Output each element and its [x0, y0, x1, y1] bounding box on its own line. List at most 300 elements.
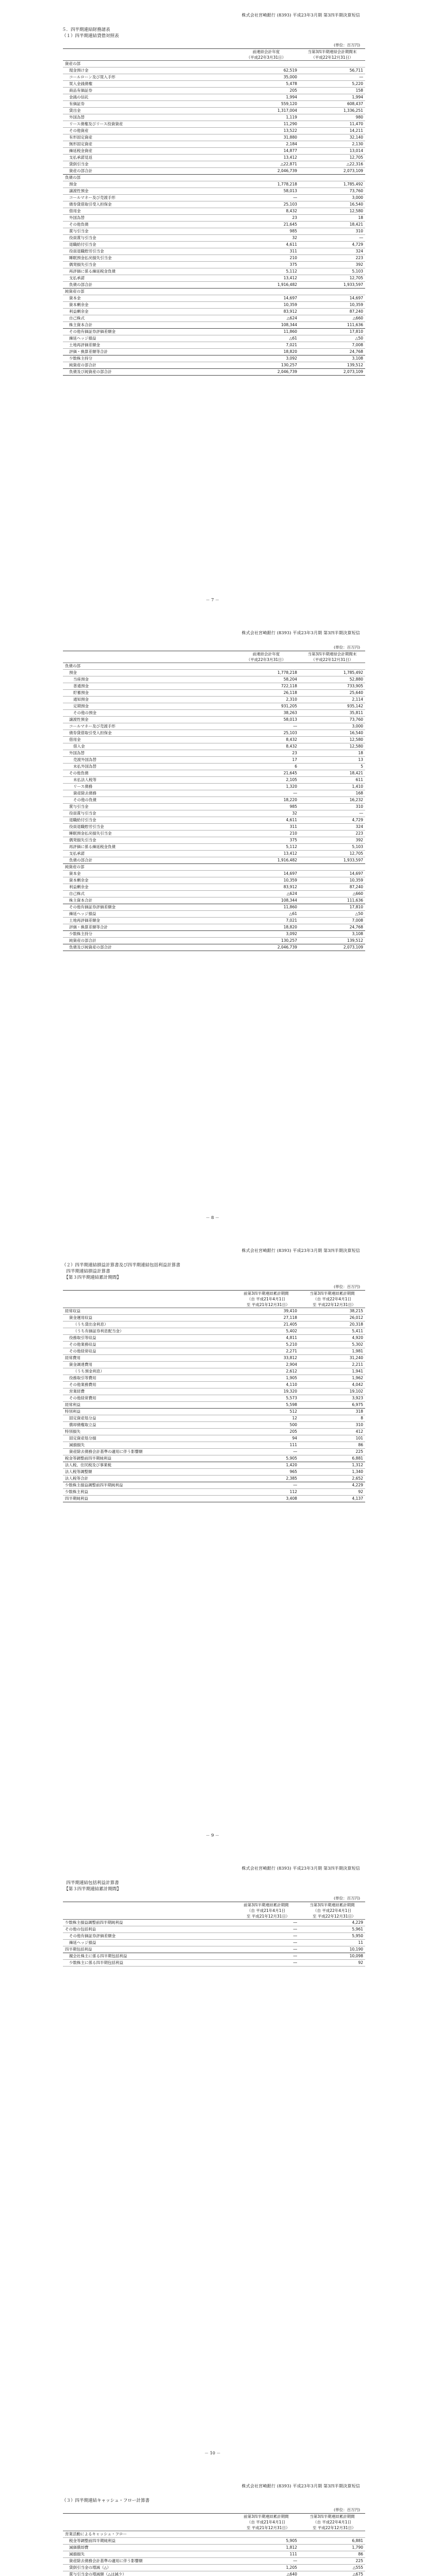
value-current [299, 663, 365, 670]
table-row [63, 161, 365, 168]
value-prev [233, 175, 299, 181]
value-current: ― [299, 74, 365, 81]
row-label: 偶発損失引当金 [63, 837, 233, 844]
table-row [63, 676, 365, 683]
column-header: 当第3四半期連結累計期間 （自 平成22年4月1日 至 平成22年12月31日） [299, 1902, 365, 1920]
value-current: 17,810 [299, 329, 365, 335]
unit-label: (単位：百万円) [334, 2507, 360, 2512]
table-row [63, 134, 365, 141]
table-row [63, 362, 365, 369]
table-row [63, 1946, 365, 1953]
table-row [63, 857, 365, 864]
column-header: 当第3四半期連結累計期間 （自 平成22年4月1日 至 平成22年12月31日） [299, 1291, 365, 1308]
value-prev: 21,645 [233, 770, 299, 777]
value-current: 92 [299, 1489, 365, 1496]
row-label: 退職給付引当金 [63, 817, 233, 824]
table-row [63, 1496, 365, 1502]
value-current: 10,190 [299, 1946, 365, 1953]
value-current: 2,652 [299, 1476, 365, 1482]
value-current: 13,014 [299, 148, 365, 155]
value-prev: 1,119 [233, 114, 299, 121]
value-current: 4,137 [299, 1496, 365, 1502]
table-row [63, 1462, 365, 1469]
value-current: 733,905 [299, 683, 365, 690]
value-current: 1,933,597 [299, 282, 365, 289]
table-row [63, 295, 365, 302]
value-current: 935,142 [299, 703, 365, 710]
value-prev: 130,257 [233, 938, 299, 944]
table-row [63, 663, 365, 670]
column-header-item [63, 49, 233, 61]
value-prev: 985 [233, 804, 299, 810]
value-current [299, 2531, 365, 2538]
column-header: 前連結会計年度 （平成22年3月31日） [233, 49, 299, 61]
value-current: 1,785,492 [299, 181, 365, 188]
table-row [63, 88, 365, 94]
value-prev: ― [233, 1960, 299, 1967]
value-prev: 1,205 [233, 2565, 299, 2571]
row-label: 資本剰余金 [63, 302, 233, 309]
value-current: 2,211 [299, 1362, 365, 1368]
value-prev [233, 864, 299, 871]
value-current: 139,512 [299, 938, 365, 944]
row-label: リース債務 [63, 784, 233, 790]
table-row [63, 335, 365, 342]
row-label: 支払承諾 [63, 851, 233, 857]
value-current: △22,316 [299, 161, 365, 168]
value-current: 3,000 [299, 723, 365, 730]
row-label: 睡眠預金払戻損失引当金 [63, 831, 233, 837]
table-row [63, 175, 365, 181]
value-current: △555 [299, 2565, 365, 2571]
table-row [63, 181, 365, 188]
table-header-row [63, 2514, 365, 2531]
section-heading: 四半期連結包括利益計算書 【第３四半期連結累計期間】 [66, 1880, 121, 1892]
document-page [0, 0, 425, 618]
table-row [63, 1382, 365, 1388]
value-prev: 83,912 [233, 884, 299, 891]
value-current: 2,130 [299, 141, 365, 148]
value-prev: 8,432 [233, 743, 299, 750]
value-prev: ― [233, 790, 299, 797]
value-current: 310 [299, 228, 365, 235]
value-prev: 2,904 [233, 1362, 299, 1368]
row-label: 現金預け金 [63, 67, 233, 74]
value-prev: 1,916,482 [233, 857, 299, 864]
value-current: 35,811 [299, 710, 365, 717]
value-prev: 62,519 [233, 67, 299, 74]
row-label: 資産の部合計 [63, 168, 233, 175]
value-current: 19,102 [299, 1388, 365, 1395]
table-row [63, 342, 365, 349]
value-current: 5,950 [299, 1933, 365, 1940]
table-row [63, 121, 365, 128]
value-prev: 21,405 [233, 1321, 299, 1328]
value-prev: 2,046,739 [233, 369, 299, 376]
row-label: 負債及び純資産の部合計 [63, 944, 233, 951]
value-prev: 18,220 [233, 797, 299, 804]
value-current: 1,340 [299, 1469, 365, 1476]
value-current: 86 [299, 1442, 365, 1449]
row-label: 経常費用 [63, 1355, 233, 1362]
value-current: 12,580 [299, 737, 365, 743]
value-current: 11 [299, 1940, 365, 1946]
row-label: 資本金 [63, 295, 233, 302]
value-prev: 1,994 [233, 94, 299, 101]
table-row [63, 94, 365, 101]
row-label: 退職給付引当金 [63, 242, 233, 248]
row-label: 評価・換算差額等合計 [63, 349, 233, 355]
value-current: 158 [299, 88, 365, 94]
financial-table [63, 651, 365, 951]
value-prev: 31,880 [233, 134, 299, 141]
value-prev: 2,271 [233, 1348, 299, 1355]
row-label: 少数株主に係る四半期包括利益 [63, 1960, 233, 1967]
table-row [63, 730, 365, 737]
row-label: 純資産の部 [63, 864, 233, 871]
value-prev: △61 [233, 911, 299, 918]
table-row [63, 2545, 365, 2551]
row-label: 営業活動によるキャッシュ・フロー [63, 2531, 233, 2538]
value-prev: 11,860 [233, 329, 299, 335]
financial-table [63, 2513, 365, 2576]
value-prev: 108,344 [233, 897, 299, 904]
row-label: その他経常費用 [63, 1395, 233, 1402]
row-label: 外国為替 [63, 114, 233, 121]
table-row [63, 369, 365, 376]
value-prev: 4,811 [233, 1335, 299, 1342]
row-label: その他業務収益 [63, 1342, 233, 1348]
table-header-row [63, 651, 365, 663]
value-prev: 108,344 [233, 322, 299, 329]
value-prev: 58,013 [233, 188, 299, 195]
column-header: 前第3四半期連結累計期間 （自 平成21年4月1日 至 平成21年12月31日） [233, 1291, 299, 1308]
row-label: 資産の部 [63, 61, 233, 67]
value-prev: 3,092 [233, 931, 299, 938]
value-current: 3,108 [299, 355, 365, 362]
value-prev: 2,385 [233, 1476, 299, 1482]
value-prev: 11,860 [233, 904, 299, 911]
value-prev: 8,432 [233, 737, 299, 743]
column-header: 当第3四半期連結累計期間 （自 平成22年4月1日 至 平成22年12月31日） [299, 2514, 365, 2531]
section-heading: （３）四半期連結キャッシュ・フロー計算書 [62, 2498, 150, 2503]
value-prev: 26,118 [233, 690, 299, 697]
row-label: 繰延ヘッジ損益 [63, 335, 233, 342]
table-row [63, 1449, 365, 1455]
value-prev: 210 [233, 831, 299, 837]
value-prev: 4,110 [233, 1382, 299, 1388]
row-label: 評価・換算差額等合計 [63, 924, 233, 931]
value-current [299, 864, 365, 871]
row-label: 純資産の部合計 [63, 938, 233, 944]
table-row [63, 723, 365, 730]
value-current: 20,318 [299, 1321, 365, 1328]
row-label: 繰延ヘッジ損益 [63, 911, 233, 918]
table-row [63, 148, 365, 155]
value-current: 18,421 [299, 770, 365, 777]
value-prev: ― [233, 1940, 299, 1946]
row-label: 経常収益 [63, 1308, 233, 1315]
value-prev: 5,598 [233, 1402, 299, 1409]
table-row [63, 2538, 365, 2545]
row-label: 資金運用収益 [63, 1315, 233, 1321]
value-prev: 8,432 [233, 208, 299, 215]
table-row [63, 1321, 365, 1328]
row-label: その他有価証券評価差額金 [63, 1933, 233, 1940]
table-row [63, 1328, 365, 1335]
row-label: 役員賞与引当金 [63, 235, 233, 242]
value-current: 7,008 [299, 342, 365, 349]
value-current: △660 [299, 315, 365, 322]
row-label: 利益剰余金 [63, 884, 233, 891]
row-label: 賞与引当金の増減額（△は減少） [63, 2571, 233, 2576]
value-current: 73,760 [299, 717, 365, 723]
table-row [63, 697, 365, 703]
table-row [63, 1933, 365, 1940]
column-header: 当第3四半期連結会計期間末 （平成22年12月31日） [299, 651, 365, 663]
table-row [63, 2551, 365, 2558]
document-page [0, 1235, 425, 1853]
value-prev: ― [233, 1926, 299, 1933]
value-current: 611 [299, 777, 365, 784]
row-label: 外国為替 [63, 215, 233, 222]
row-label: 資本剰余金 [63, 877, 233, 884]
row-label: 特別利益 [63, 1409, 233, 1415]
table-row [63, 188, 365, 195]
value-current: 1,981 [299, 1348, 365, 1355]
row-label: 再評価に係る繰延税金負債 [63, 844, 233, 851]
column-header: 前連結会計年度 （平成22年3月31日） [233, 651, 299, 663]
row-label: 定期預金 [63, 703, 233, 710]
row-label: 役務取引等費用 [63, 1375, 233, 1382]
value-current: 6,975 [299, 1402, 365, 1409]
page-header: 株式会社宮崎銀行 (8393) 平成23年3月期 第3四半期決算短信 [241, 1866, 360, 1871]
value-current: 38,215 [299, 1308, 365, 1315]
value-current: 10,359 [299, 302, 365, 309]
value-current: 16,540 [299, 730, 365, 737]
value-current: 392 [299, 837, 365, 844]
value-current: 12,705 [299, 275, 365, 282]
table-row [63, 329, 365, 335]
value-current: 11,470 [299, 121, 365, 128]
row-label: その他の預金 [63, 710, 233, 717]
value-prev: ― [233, 1953, 299, 1960]
row-label: 売渡外国為替 [63, 757, 233, 764]
table-row [63, 670, 365, 676]
table-row [63, 1395, 365, 1402]
table-row [63, 309, 365, 315]
table-row [63, 168, 365, 175]
value-current: 52,880 [299, 676, 365, 683]
row-label: 特別損失 [63, 1429, 233, 1435]
table-row [63, 1415, 365, 1422]
value-prev: 23 [233, 215, 299, 222]
value-current: 1,785,492 [299, 670, 365, 676]
row-label: 資本金 [63, 871, 233, 877]
value-prev: 559,120 [233, 101, 299, 108]
value-current [299, 175, 365, 181]
table-row [63, 710, 365, 717]
value-current: 5,961 [299, 1926, 365, 1933]
table-row [63, 1482, 365, 1489]
value-prev: 33,812 [233, 1355, 299, 1362]
value-current: 5,103 [299, 268, 365, 275]
value-current [299, 61, 365, 67]
row-label: 資金調達費用 [63, 1362, 233, 1368]
value-current: 223 [299, 831, 365, 837]
unit-label: (単位：百万円) [334, 1284, 360, 1289]
financial-table [63, 1290, 365, 1502]
table-row [63, 810, 365, 817]
value-prev: 35,000 [233, 74, 299, 81]
row-label: （うち貸出金利息） [63, 1321, 233, 1328]
row-label: その他有価証券評価差額金 [63, 904, 233, 911]
table-row [63, 315, 365, 322]
table-row [63, 1409, 365, 1415]
row-label: その他の負債 [63, 797, 233, 804]
table-row [63, 349, 365, 355]
value-prev: 1,420 [233, 1462, 299, 1469]
row-label: 利益剰余金 [63, 309, 233, 315]
value-current: 324 [299, 824, 365, 831]
table-row [63, 897, 365, 904]
row-label: 土地再評価差額金 [63, 918, 233, 924]
value-prev [233, 61, 299, 67]
row-label: 未払外国為替 [63, 764, 233, 770]
value-prev: 13,412 [233, 275, 299, 282]
value-current: 1,933,597 [299, 857, 365, 864]
row-label: 貸倒引当金の増減（△） [63, 2565, 233, 2571]
table-row [63, 2558, 365, 2565]
value-prev: 1,916,482 [233, 282, 299, 289]
table-row [63, 248, 365, 255]
table-row [63, 2565, 365, 2571]
row-label: その他経常収益 [63, 1348, 233, 1355]
value-prev: ― [233, 195, 299, 201]
table-row [63, 1402, 365, 1409]
table-row [63, 108, 365, 114]
value-prev: ― [233, 1482, 299, 1489]
value-prev: 18,820 [233, 924, 299, 931]
row-label: 減損損失 [63, 2551, 233, 2558]
value-prev: 14,877 [233, 148, 299, 155]
value-prev: 5,905 [233, 1455, 299, 1462]
value-current: 3,923 [299, 1395, 365, 1402]
table-row [63, 114, 365, 121]
value-prev: 12 [233, 1415, 299, 1422]
row-label: 偶発損失引当金 [63, 262, 233, 268]
value-prev: 32 [233, 235, 299, 242]
table-row [63, 683, 365, 690]
value-prev: ― [233, 2558, 299, 2565]
row-label: 純資産の部 [63, 289, 233, 295]
value-prev: △624 [233, 315, 299, 322]
value-current: 412 [299, 1429, 365, 1435]
row-label: コールローン及び買入手形 [63, 74, 233, 81]
value-prev: 10,359 [233, 877, 299, 884]
value-current: 31,240 [299, 1355, 365, 1362]
table-row [63, 2531, 365, 2538]
value-prev: 1,778,218 [233, 670, 299, 676]
row-label: 預金 [63, 670, 233, 676]
row-label: 借用金 [63, 208, 233, 215]
value-current: △675 [299, 2571, 365, 2576]
row-label: 負債及び純資産の部合計 [63, 369, 233, 376]
value-current: 8 [299, 1415, 365, 1422]
table-row [63, 1455, 365, 1462]
value-prev: 931,205 [233, 703, 299, 710]
table-row [63, 944, 365, 951]
row-label: その他資産 [63, 128, 233, 134]
table-row [63, 804, 365, 810]
value-prev: 2,310 [233, 697, 299, 703]
value-prev: 18,820 [233, 349, 299, 355]
table-row [63, 222, 365, 228]
table-row [63, 1308, 365, 1315]
row-label: 貸出金 [63, 108, 233, 114]
table-row [63, 784, 365, 790]
value-current: 17,810 [299, 904, 365, 911]
table-row [63, 1342, 365, 1348]
row-label: 繰延税金資産 [63, 148, 233, 155]
value-prev: 94 [233, 1435, 299, 1442]
table-row [63, 215, 365, 222]
row-label: 純資産の部合計 [63, 362, 233, 369]
table-row [63, 201, 365, 208]
row-label: 資産除去債務会計基準の適用に伴う影響額 [63, 1449, 233, 1455]
row-label: 株主資本合計 [63, 322, 233, 329]
value-prev: 5,402 [233, 1328, 299, 1335]
row-label: （うち預金利息） [63, 1368, 233, 1375]
row-label: 償却債権取立益 [63, 1422, 233, 1429]
value-current: △660 [299, 891, 365, 897]
value-current: 101 [299, 1435, 365, 1442]
value-current: 4,729 [299, 817, 365, 824]
value-current: 4,729 [299, 242, 365, 248]
value-prev: 205 [233, 88, 299, 94]
row-label: 睡眠預金払戻損失引当金 [63, 255, 233, 262]
row-label: 繰延ヘッジ損益 [63, 1940, 233, 1946]
value-prev: 25,103 [233, 730, 299, 737]
value-current: 5,411 [299, 1328, 365, 1335]
row-label: 経常利益 [63, 1402, 233, 1409]
value-prev [233, 2531, 299, 2538]
table-row [63, 924, 365, 931]
financial-table [63, 48, 365, 376]
value-current: 1,962 [299, 1375, 365, 1382]
table-row [63, 904, 365, 911]
value-prev: 17 [233, 757, 299, 764]
row-label: 少数株主損益調整前四半期純利益 [63, 1920, 233, 1926]
table-row [63, 757, 365, 764]
row-label: 四半期純利益 [63, 1496, 233, 1502]
table-row [63, 255, 365, 262]
value-prev: 13,412 [233, 851, 299, 857]
table-header-row [63, 49, 365, 61]
value-current: 25,640 [299, 690, 365, 697]
value-prev: 130,257 [233, 362, 299, 369]
table-row [63, 911, 365, 918]
table-row [63, 1442, 365, 1449]
table-row [63, 128, 365, 134]
row-label: 譲渡性預金 [63, 717, 233, 723]
value-current: 12,705 [299, 851, 365, 857]
table-row [63, 1375, 365, 1382]
value-current: 73,760 [299, 188, 365, 195]
table-row [63, 884, 365, 891]
table-row [63, 1368, 365, 1375]
row-label: 株主資本合計 [63, 897, 233, 904]
